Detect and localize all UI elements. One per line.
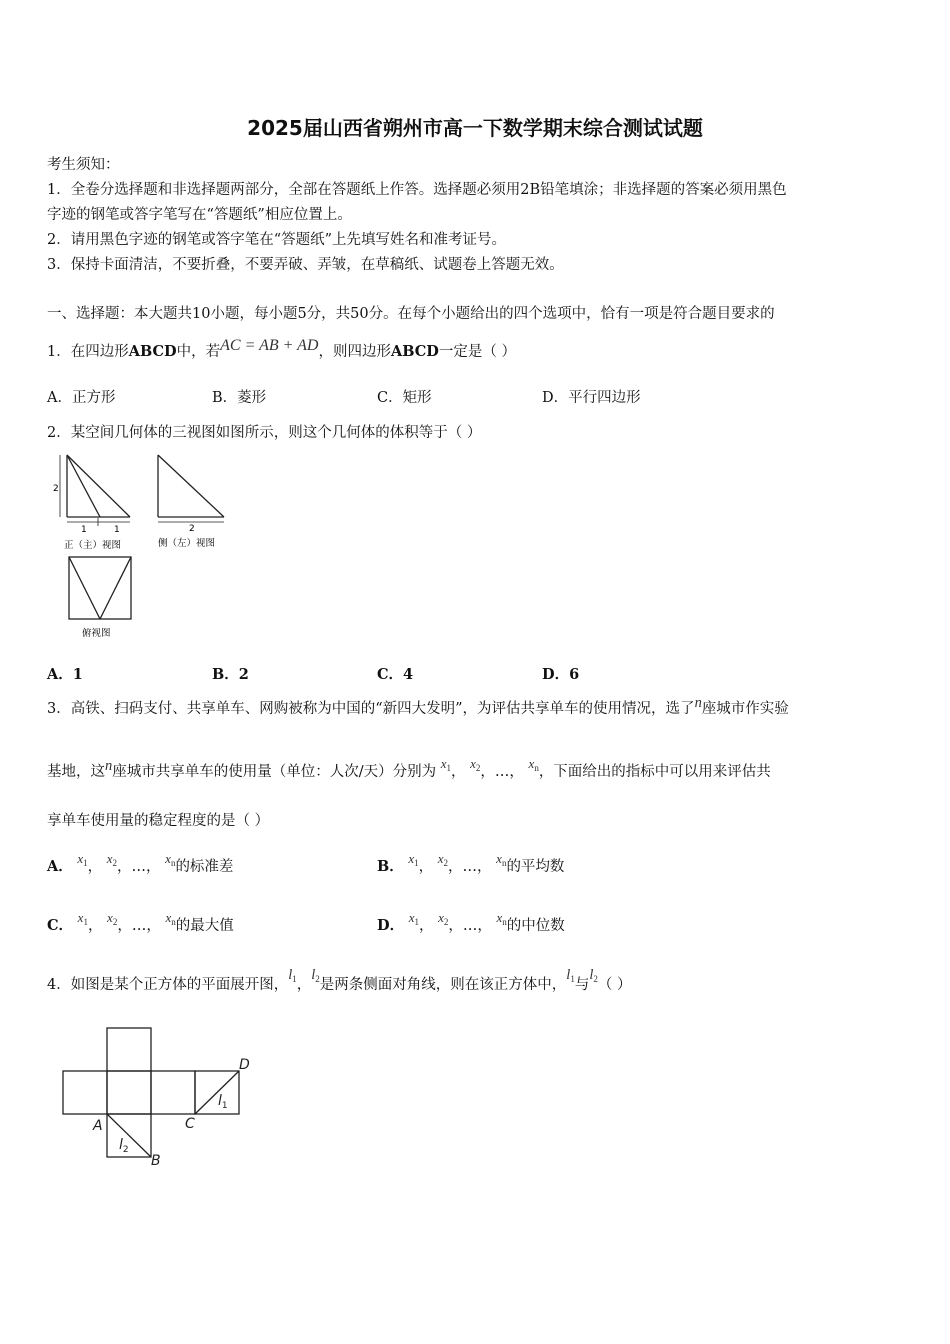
label-b: B: [151, 1153, 161, 1169]
side-view: [158, 455, 224, 522]
l1-letter: l: [218, 1093, 222, 1109]
q3-c-text: 的最大值: [175, 918, 234, 934]
q3-sub-2: 2: [112, 858, 118, 868]
q3-x: x: [440, 756, 447, 771]
q3-b-text: 的平均数: [506, 859, 565, 875]
q3-a-label: A．: [47, 858, 73, 875]
q3-comma: ，: [87, 859, 103, 875]
q3-comma: ，: [418, 918, 434, 934]
q3-x: x: [408, 910, 415, 925]
top-view-label: 俯视图: [82, 628, 111, 639]
label-c: C: [185, 1116, 195, 1132]
q4-post: （ ）: [597, 977, 632, 993]
q3-x: x: [408, 851, 415, 866]
dim-2: 2: [189, 524, 195, 534]
three-view-figure: [50, 450, 240, 645]
q4-sub-2: 2: [315, 974, 320, 984]
q3-sub-2: 2: [443, 858, 449, 868]
q3-line1a: 3．高铁、扫码支付、共享单车、网购被称为中国的“新四大发明”，为评估共享单车的使用情况，选了: [47, 701, 695, 717]
notice-line-2: 2．请用黑色字迹的钢笔或答字笔在“答题纸”上先填写姓名和准考证号。: [47, 232, 507, 248]
q1-mid: 中，若: [176, 344, 221, 360]
q3-option-a: [47, 851, 234, 876]
q4-mid: 是两条侧面对角线，则在该正方体中，: [319, 977, 567, 993]
q3-dots: …，: [462, 918, 492, 934]
diagonal-l2: [107, 1114, 151, 1157]
notice-heading: 考生须知：: [47, 157, 120, 173]
q3-n: n: [694, 695, 702, 711]
q3-comma: ，: [480, 764, 495, 780]
q3-a-text: 的标准差: [175, 859, 234, 875]
q1-post: ，则四边形: [318, 344, 391, 360]
question-3-line-1: [47, 697, 789, 718]
q3-x: x: [77, 851, 84, 866]
q1-option-a: A．正方形: [47, 390, 116, 406]
q1-formula: AC = AB + AD: [220, 337, 319, 354]
q4-l: l: [566, 967, 571, 983]
q3-x: x: [438, 910, 444, 925]
q3-x: x: [107, 910, 113, 925]
q3-line2c: ，下面给出的指标中可以用来评估共: [538, 764, 771, 780]
q3-line1b: 座城市作实验: [701, 701, 789, 717]
q3-n-2: n: [105, 758, 113, 774]
top-view: [69, 557, 131, 619]
q3-x: x: [496, 851, 502, 866]
q3-line2a: 基地，这: [47, 764, 105, 780]
q3-dots: …，: [131, 859, 161, 875]
q4-yu: 与: [574, 977, 590, 993]
q4-l: l: [288, 967, 293, 983]
page-title: 2025届山西省朔州市高一下数学期末综合测试试题: [247, 116, 703, 140]
label-l2: [119, 1137, 129, 1155]
dim-height: 2: [53, 484, 59, 494]
dim-1b: 1: [114, 525, 120, 535]
q3-sub-2: 2: [443, 917, 449, 927]
question-1-stem: [47, 337, 516, 361]
q2-option-b: B．2: [212, 666, 249, 683]
q3-option-d: [377, 910, 565, 935]
q2-option-d: D．6: [542, 666, 580, 683]
l2-letter: l: [119, 1137, 123, 1153]
q3-dots: …，: [462, 859, 492, 875]
q3-sub-n: n: [501, 858, 507, 868]
label-d: D: [239, 1057, 250, 1073]
cube-net-figure: [55, 1020, 265, 1170]
q3-sub-n: n: [534, 763, 539, 773]
q3-comma: ，: [451, 764, 466, 780]
q3-x: x: [165, 851, 171, 866]
q3-line2b: 座城市共享单车的使用量（单位：人次/天）分别为: [112, 764, 437, 780]
section-heading: 一、选择题：本大题共10小题，每小题5分，共50分。在每个小题给出的四个选项中，恰有一项是符合题目要求的: [47, 306, 775, 322]
question-4-stem: 4．如图是某个正方体的平面展开图，$l_1$，$l_2$是两条侧面对角线，则在该正方体中，$l_1$与$l_2$（ ）: [47, 967, 632, 993]
q3-sub-n: n: [170, 858, 176, 868]
l1-sub: 1: [221, 1101, 228, 1111]
q4-sub-2: 2: [593, 974, 598, 984]
q3-comma: ，: [117, 918, 132, 934]
q2-option-c: C．4: [377, 666, 414, 683]
q3-x: x: [165, 910, 172, 925]
q3-x: x: [77, 910, 84, 925]
q3-d-text: 的中位数: [506, 918, 565, 934]
q3-sub-1: 1: [83, 858, 88, 868]
q3-sub-1: 1: [414, 917, 419, 927]
diagonal-l1: [195, 1071, 239, 1114]
q3-comma: ，: [117, 859, 132, 875]
q3-comma: ，: [448, 918, 463, 934]
q3-x: x: [528, 756, 535, 771]
q3-comma: ，: [418, 859, 434, 875]
q4-sub-1: 1: [292, 974, 297, 984]
q3-x: x: [496, 910, 503, 925]
q1-post2: 一定是（ ）: [438, 344, 516, 360]
q4-l: l: [311, 967, 316, 983]
q3-sub-1: 1: [446, 763, 452, 773]
notice-line-3: 3．保持卡面清洁，不要折叠，不要弄破、弄皱，在草稿纸、试题卷上答题无效。: [47, 257, 564, 273]
q1-option-c: C．矩形: [377, 390, 432, 406]
q1-option-b: B．菱形: [212, 390, 267, 406]
q3-comma: ，: [448, 859, 463, 875]
q3-sub-n: n: [171, 917, 176, 927]
q3-option-b: [377, 851, 565, 876]
cube-net: [63, 1028, 239, 1157]
side-view-label: 侧（左）视图: [158, 538, 216, 549]
q3-b-label: B．: [377, 858, 404, 875]
question-3-line-2: [47, 756, 771, 781]
q1-abcd-2: ABCD: [390, 343, 439, 360]
q3-dots: …，: [494, 764, 524, 780]
q4-pre: 4．如图是某个正方体的平面展开图，: [47, 977, 289, 993]
q3-sub-1: 1: [83, 917, 88, 927]
front-view: [60, 455, 130, 526]
q3-c-label: C．: [47, 917, 74, 934]
q3-option-c: [47, 910, 234, 935]
notice-line-1b: 字迹的钢笔或答字笔写在“答题纸”相应位置上。: [47, 207, 352, 223]
front-view-label: 正（主）视图: [64, 540, 122, 551]
q3-x: x: [437, 851, 444, 866]
label-l1: [218, 1093, 228, 1111]
dim-1a: 1: [81, 525, 87, 535]
q1-abcd: ABCD: [128, 343, 177, 360]
q1-option-d: D．平行四边形: [542, 390, 641, 406]
q3-sub-2: 2: [475, 763, 481, 773]
l2-sub: 2: [122, 1145, 129, 1155]
q3-sub-n: n: [502, 917, 507, 927]
q3-comma: ，: [87, 918, 103, 934]
q1-pre: 1．在四边形: [47, 344, 129, 360]
q3-x: x: [470, 756, 476, 771]
q3-sub-1: 1: [414, 858, 419, 868]
q3-sub-2: 2: [112, 917, 118, 927]
q3-dots: …，: [131, 918, 161, 934]
q4-sub-1: 1: [570, 974, 575, 984]
q4-l: l: [589, 967, 594, 983]
label-a: A: [93, 1118, 103, 1134]
q2-option-a: A．1: [47, 666, 83, 683]
q3-d-label: D．: [377, 917, 405, 934]
question-2-stem: 2．某空间几何体的三视图如图所示，则这个几何体的体积等于（ ）: [47, 425, 482, 441]
q3-x: x: [106, 851, 113, 866]
notice-line-1a: 1．全卷分选择题和非选择题两部分，全部在答题纸上作答。选择题必须用2B铅笔填涂；非选择题的答案必须用黑色: [47, 182, 787, 198]
question-3-line-3: 享单车使用量的稳定程度的是（ ）: [47, 813, 270, 829]
